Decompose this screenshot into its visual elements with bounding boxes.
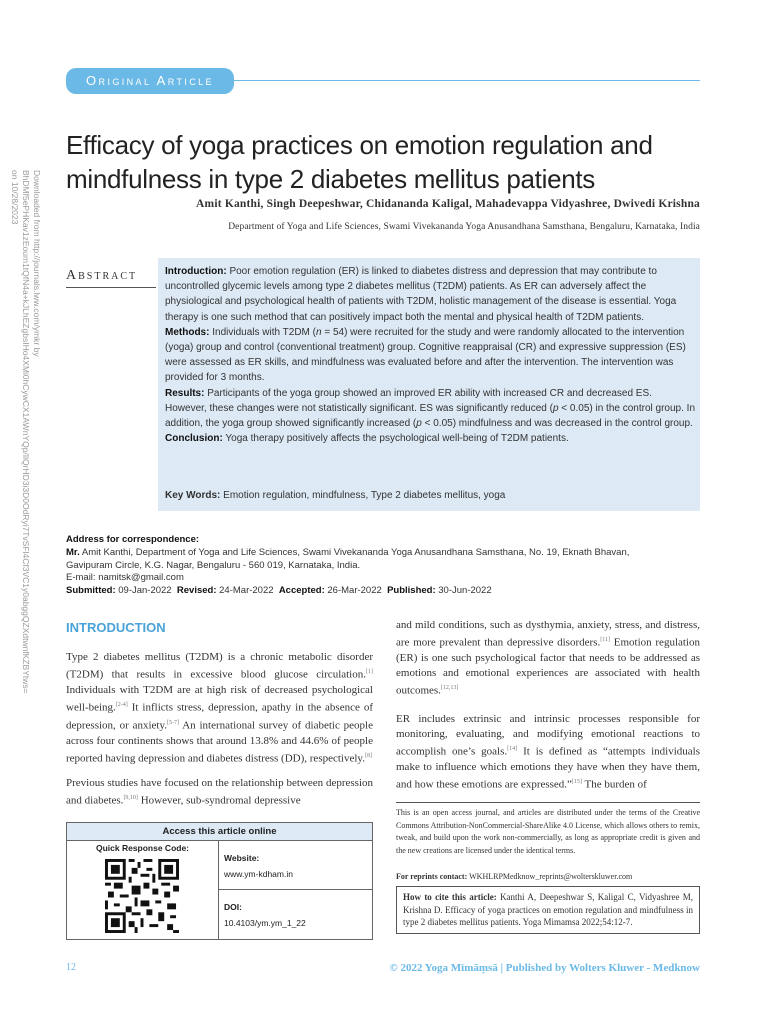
- introduction-heading: INTRODUCTION: [66, 620, 166, 635]
- abstract-conclusion-label: Conclusion:: [165, 433, 223, 445]
- citation-link[interactable]: [9,10]: [123, 795, 138, 802]
- abstract-introduction: Introduction: Poor emotion regulation (ER) is linked to diabetes distress and depression that may contribute to uncontrolled glycemic levels among type 2 diabetes mellitus (T2DM) patients. As ER can adversely affect the physiological and psychological health of patients with T2DM, holistic management of the disease is essential. Yoga therapy is one such method that can positively impact both the mental and physical health of T2DM patients.: [165, 266, 677, 323]
- access-article-box: [66, 822, 373, 940]
- affiliation: Department of Yoga and Life Sciences, Swami Vivekananda Yoga Anusandhana Samsthana, Bengaluru, Karnataka, India: [228, 222, 700, 232]
- license-rule: [396, 802, 700, 803]
- doi-link[interactable]: 10.4103/ym.ym_1_22: [224, 918, 306, 928]
- access-box-header: Access this article online: [67, 823, 372, 841]
- access-info-panel: [219, 841, 372, 939]
- correspondence-block: Address for correspondence: Mr. Amit Kanthi, Department of Yoga and Life Sciences, Swami Vivekananda Yoga Anusandhana Samsthana, No. 19, Eknath Bhavan, Gavipuram Circle, K.G. Nagar, Bengaluru - 560 019, Karnataka, India. E-mail: namitsk@gmail.com Submitted: 09-Jan-2022 Revised: 24-Mar-2022 Accepted: 26-Mar-2022 Published: 30-Jun-2022: [66, 534, 706, 598]
- intro-paragraph-2: Previous studies have focused on the relationship between depression and diabetes.[9,10] However, sub-syndromal depressive: [66, 777, 373, 807]
- abstract-label: Abstract: [66, 268, 138, 283]
- abstract-methods: Methods: Individuals with T2DM (n = 54) were recruited for the study and were randomly allocated to the intervention (yoga) group and control (conventional treatment) group. Cognitive reappraisal (CR) and expressive suppression (ES) were assessed as ER skills, and mindfulness was evaluated before and after the intervention. The intervention was provided for 3 months.: [165, 326, 686, 384]
- citation-link[interactable]: [14]: [507, 746, 518, 753]
- abstract-results: Results: Participants of the yoga group showed an improved ER ability with increased CR and decreased ES. However, these changes were not statistically significant. ES was significantly reduced (p < 0.05) in the control group. In addition, the yoga group showed significantly increased (p < 0.05) mindfulness and was decreased in the control group.: [165, 387, 696, 430]
- website-label: Website:: [224, 853, 260, 863]
- section-banner: Original Article: [66, 68, 234, 94]
- reprints-email[interactable]: WKHLRPMedknow_reprints@wolterskluwer.com: [469, 872, 633, 881]
- website-block: [219, 841, 372, 890]
- download-note: Downloaded from http://journals.lww.com/ymkr by BhDMf5ePHKav1zEoum1tQfN4a+kJLhEZgbsIHo4XMi0hCywCX1AWnYQp/IlQrHD3i3D0OdRyi7TvSFl4Cf3VC1y0abggQZXdtwnfKZBYtws= on 10/28/2023: [10, 170, 42, 694]
- open-access-notice: This is an open access journal, and articles are distributed under the terms of the Creative Commons Attribution-NonCommercial-ShareAlike 4.0 License, which allows others to remix, tweak, and build upon the work non-commercially, as long as appropriate credit is given and the new creations are licensed under the identical terms.: [396, 808, 700, 855]
- keywords: Key Words: Emotion regulation, mindfulness, Type 2 diabetes mellitus, yoga: [165, 490, 506, 501]
- abstract-conclusion: Conclusion: Yoga therapy positively affects the psychological well-being of T2DM patients.: [165, 433, 569, 445]
- citation-link[interactable]: [11]: [600, 637, 610, 644]
- author-list: Amit Kanthi, Singh Deepeshwar, Chidananda Kaligal, Mahadevappa Vidyashree, Dwivedi Krishna: [196, 198, 700, 210]
- correspondence-email: E-mail: namitsk@gmail.com: [66, 572, 184, 584]
- footer-copyright: © 2022 Yoga Mīmāṃsā | Published by Wolters Kluwer - Medknow: [389, 962, 700, 974]
- intro-paragraph-1: Type 2 diabetes mellitus (T2DM) is a chronic metabolic disorder (T2DM) that results in excessive blood glucose circulation.[1] Individuals with T2DM are at high risk of decreased psychological well-being.[2-4] It inflicts stress, depression, apathy in the absence of depression, or anxiety.[5-7] An international survey of diabetic people across four continents shows that around 13.8% and 44.6% of people reported having depression and diabetes distress (DD), respectively.[8]: [66, 651, 373, 765]
- intro-paragraph-4: ER includes extrinsic and intrinsic processes responsible for monitoring, evaluating, and modifying emotional reactions to accomplish one’s goals.[14] It is defined as “attempts individuals make to influence which emotions they have when they have them, and how these emotions are expressed.”[15] The burden of: [396, 713, 700, 792]
- citation-link[interactable]: [2-4]: [115, 702, 128, 709]
- how-to-cite-box: How to cite this article: Kanthi A, Deepeshwar S, Kaligal C, Vidyashree M, Krishna D. Efficacy of yoga practices on emotion regulation and mindfulness in type 2 diabetes mellitus patients. Yoga Mimamsa 2022;54:12-7.: [396, 886, 700, 934]
- citation-link[interactable]: [1]: [366, 669, 373, 676]
- citation-link[interactable]: [15]: [571, 779, 582, 786]
- keywords-label: Key Words:: [165, 490, 221, 501]
- abstract-results-label: Results:: [165, 387, 205, 399]
- doi-block: [219, 890, 372, 928]
- abstract-rule: [66, 287, 156, 288]
- reprints-contact: For reprints contact: WKHLRPMedknow_reprints@wolterskluwer.com: [396, 872, 633, 881]
- qr-panel: [67, 841, 219, 939]
- abstract-intro-label: Introduction:: [165, 266, 227, 277]
- citation-link[interactable]: [12,13]: [440, 685, 459, 692]
- banner-rule: [234, 80, 700, 81]
- page-number: 12: [66, 962, 76, 973]
- qr-code-icon[interactable]: [105, 859, 179, 933]
- intro-paragraph-3: and mild conditions, such as dysthymia, anxiety, stress, and distress, are more prevalent than depressive disorders.[11] Emotion regulation (ER) is one such psychological factor that needs to be addressed as emotions and emotional experiences are associated with health outcomes.[12,13]: [396, 619, 700, 698]
- citation-link[interactable]: [5-7]: [167, 720, 180, 727]
- article-title: Efficacy of yoga practices on emotion regulation and mindfulness in type 2 diabetes mellitus patients: [66, 130, 653, 194]
- dates-line: Submitted: 09-Jan-2022 Revised: 24-Mar-2022 Accepted: 26-Mar-2022 Published: 30-Jun-2022: [66, 585, 492, 597]
- doi-label: DOI:: [224, 902, 242, 912]
- abstract-methods-label: Methods:: [165, 326, 210, 338]
- citation-link[interactable]: [8]: [364, 753, 372, 760]
- website-link[interactable]: www.ym-kdham.in: [224, 869, 293, 879]
- correspondence-label: Address for correspondence:: [66, 534, 200, 545]
- abstract-text: [165, 264, 695, 446]
- qr-label: Quick Response Code:: [95, 843, 190, 853]
